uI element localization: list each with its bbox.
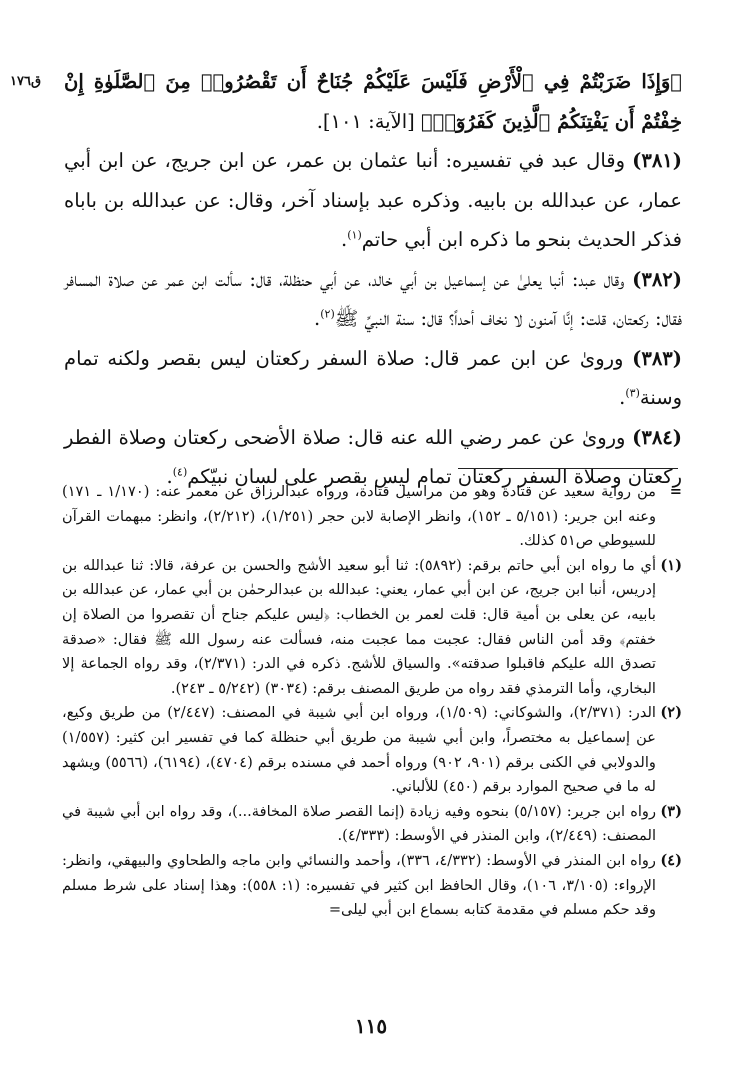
footnote: [62, 554, 682, 702]
page-number: ١١٥: [354, 1014, 388, 1038]
hadith-number: (٣٨٤): [632, 425, 682, 449]
footnote: [62, 701, 682, 799]
footnote-text: رواه ابن المنذر في الأوسط: (٤/٣٣٢، ٣٣٦)، وأحمد والنسائي وابن ماجه والطحاوي والبيهقي، وانظر: الإرواء: (٣/١٠٥، ١٠٦)، وقال الحافظ ابن كثير في تفسيره: (١: ٥٥٨): وهذا إسناد على شرط مسلم وقد حكم مسلم في مقدمة كتابه بسماع ابن أبي ليلى=: [62, 851, 656, 919]
hadith-paragraph: [64, 339, 682, 418]
hadith-text: وقال عبد في تفسيره: أنبا عثمان بن عمر، عن ابن جريج، عن ابن أبي عمار، عن عبدالله بن بابيه. وذكره عبد بإسناد آخر، وقال: عن عبدالله بن باباه فذكر الحديث بنحو ما ذكره ابن أبي حاتم: [64, 149, 682, 251]
main-text: [10, 62, 682, 497]
hadith-number: (٣٨٢): [632, 267, 682, 291]
footnote-marker: (٤): [172, 465, 188, 479]
period: .: [166, 465, 173, 488]
period: .: [314, 307, 321, 330]
hadith-number: (٣٨١): [632, 149, 682, 172]
footnote-mark: =: [669, 483, 682, 500]
quran-verse: ﴿وَإِذَا ضَرَبْتُمْ فِي ٱلْأَرْضِ فَلَيْسَ عَلَيْكُمْ جُنَاحٌ أَن تَقْصُرُوا۟ مِنَ ٱلصَّلَوٰةِ إِنْ خِفْتُمْ أَن يَفْتِنَكُمُ ٱلَّذِينَ كَفَرُوٓا۟﴾: [64, 70, 682, 133]
hadith-paragraph: [64, 260, 682, 339]
footnote-mark: (١): [660, 556, 682, 574]
hadith-text: ورویٰ عن ابن عمر قال: صلاة السفر ركعتان ليس بقصر ولكنه تمام وسنة: [64, 346, 682, 409]
hadith-text: ورویٰ عن عمر رضي الله عنه قال: صلاة الأضحى ركعتان وصلاة الفطر ركعتان وصلاة السفر ركعتان تمام ليس بقصر على لسان نبيّكم: [64, 425, 682, 488]
footnote-marker: (١): [347, 228, 362, 242]
footnote-divider: [458, 468, 678, 469]
verse-reference: [الآية: ١٠١].: [316, 109, 421, 133]
footnote-mark: (٤): [660, 851, 682, 869]
footnote: [62, 480, 682, 554]
footnote-mark: (٣): [660, 802, 682, 820]
hadith-paragraph: [64, 141, 682, 260]
footnote-text: من رواية سعيد عن قتادة وهو من مراسيل قتادة، ورواه عبدالرزاق عن معمر عنه: (١/١٧٠ ـ ١٧١) وعنه ابن جرير: (٥/١٥١ ـ ١٥٢)، وانظر الإصابة لابن حجر (١/٢٥١)، (٢/٢١٢)، وانظر: مبهمات القرآن للسيوطي ص٥١ كذلك.: [62, 483, 657, 550]
hadith-text: وقال عبد: أنبا يعلىٰ عن إسماعيل بن أبي خالد، عن أبي حنظلة، قال: سألت ابن عمر عن صلاة المسافر فقال: ركعتان، قلت: إنَّا آمنون لا نخاف أحداً؟ قال: سنة النبيِّ ﷺ: [64, 267, 682, 330]
footnote: [62, 849, 682, 923]
footnote-text: رواه ابن جرير: (٥/١٥٧) بنحوه وفيه زيادة (إنما القصر صلاة المخافة...)، وقد رواه ابن أبي شيبة في المصنف: (٢/٤٤٩)، وابن المنذر في الأوسط: (٤/٣٣٣).: [62, 802, 656, 845]
quran-verse-paragraph: [64, 62, 682, 141]
footnote: [62, 800, 682, 849]
footnote-marker: (٢): [320, 307, 335, 321]
margin-manuscript-number: ق١٧٦: [10, 74, 42, 89]
period: .: [341, 228, 348, 251]
period: .: [619, 386, 626, 409]
footnotes: [62, 480, 682, 923]
footnote-text: الدر: (٢/٣٧١)، والشوكاني: (١/٥٠٩)، ورواه ابن أبي شيبة في المصنف: (٢/٤٤٧) من طريق وكيع، عن إسماعيل به مختصراً، وابن أبي شيبة من طريق أبي حنظلة كما في تفسير ابن كثير: (١/٥٥٧) والدولابي في الكنى برقم (٩٠١، ٩٠٢) ورواه أحمد في مسنده برقم (٤٧٠٤)، (٦١٩٤)، (٥٥٦٦) ويشهد له ما في صحيح الموارد برقم (٤٥٠) للألباني.: [62, 704, 656, 796]
footnote-text: أي ما رواه ابن أبي حاتم برقم: (٥٨٩٢): ثنا أبو سعيد الأشج والحسن بن عرفة، قالا: ثنا عبدالله بن إدريس، أنبا ابن جريج، عن ابن أبي عمار، يعني: عبدالله بن عبدالرحمٰن بن أبي عمار، عن عبدالله بن بابيه، عن يعلى بن أمية قال: قلت لعمر بن الخطاب: ﴿ليس عليكم جناح أن تقصروا من الصلاة إن خفتم﴾ وقد أمن الناس فقال: عجبت مما عجبت منه، فسألت عنه رسول الله ﷺ فقال: «صدقة تصدق الله عليكم فاقبلوا صدقته». والسياق للأشج. ذكره في الدر: (٢/٣٧١)، وقد رواه الجماعة إلا البخاري، وأما الترمذي فقد رواه من طريق المصنف برقم: (٣٠٣٤) (٥/٢٤٢ ـ ٢٤٣).: [62, 556, 656, 697]
footnote-mark: (٢): [660, 704, 682, 722]
hadith-number: (٣٨٣): [632, 346, 682, 370]
footnote-marker: (٣): [625, 386, 640, 400]
